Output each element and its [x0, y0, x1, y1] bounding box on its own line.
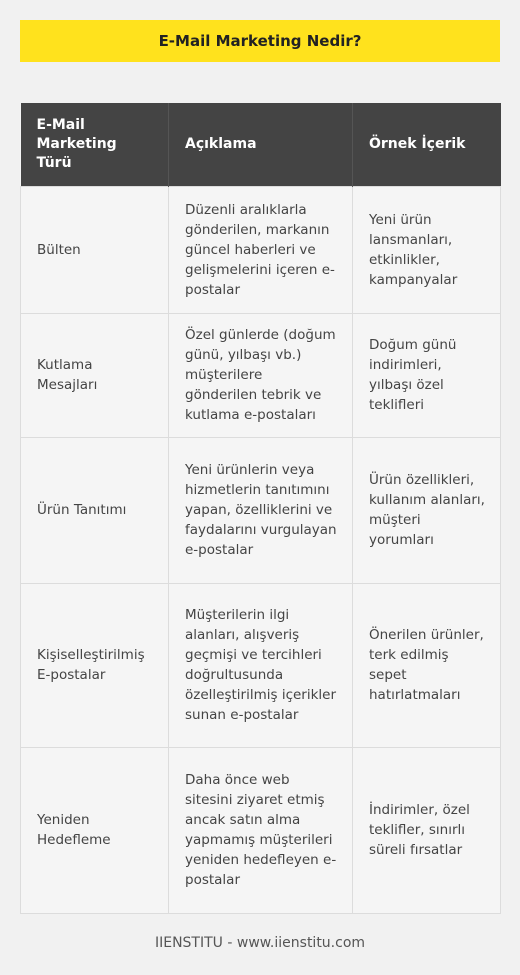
email-marketing-table [20, 103, 501, 914]
cell-type: Yeniden Hedefleme [21, 747, 169, 913]
page-title: E-Mail Marketing Nedir? [20, 20, 500, 62]
cell-type: Ürün Tanıtımı [21, 437, 169, 583]
header-description: Açıklama [169, 103, 353, 186]
cell-example: Önerilen ürünler, terk edilmiş sepet hatırlatmaları [353, 583, 501, 747]
cell-example: Yeni ürün lansmanları, etkinlikler, kampanyalar [353, 186, 501, 313]
cell-type: Kutlama Mesajları [21, 313, 169, 437]
cell-description: Müşterilerin ilgi alanları, alışveriş geçmişi ve tercihleri doğrultusunda özelleştirilmiş içerikler sunan e-postalar [169, 583, 353, 747]
cell-example: İndirimler, özel teklifler, sınırlı süreli fırsatlar [353, 747, 501, 913]
table-row [21, 186, 501, 313]
cell-example: Ürün özellikleri, kullanım alanları, müşteri yorumları [353, 437, 501, 583]
cell-description: Düzenli aralıklarla gönderilen, markanın güncel haberleri ve gelişmelerini içeren e-postalar [169, 186, 353, 313]
cell-description: Yeni ürünlerin veya hizmetlerin tanıtımını yapan, özelliklerini ve faydalarını vurgulayan e-postalar [169, 437, 353, 583]
table-row [21, 583, 501, 747]
header-type: E-Mail Marketing Türü [21, 103, 169, 186]
table-row [21, 747, 501, 913]
table-row [21, 437, 501, 583]
cell-description: Özel günlerde (doğum günü, yılbaşı vb.) müşterilere gönderilen tebrik ve kutlama e-postaları [169, 313, 353, 437]
table-header-row [21, 103, 501, 186]
cell-type: Bülten [21, 186, 169, 313]
cell-type: Kişiselleştirilmiş E-postalar [21, 583, 169, 747]
cell-example: Doğum günü indirimleri, yılbaşı özel teklifleri [353, 313, 501, 437]
header-example: Örnek İçerik [353, 103, 501, 186]
table-row [21, 313, 501, 437]
cell-description: Daha önce web sitesini ziyaret etmiş ancak satın alma yapmamış müşterileri yeniden hedefleyen e-postalar [169, 747, 353, 913]
footer-credit: IIENSTITU - www.iienstitu.com [154, 935, 366, 951]
